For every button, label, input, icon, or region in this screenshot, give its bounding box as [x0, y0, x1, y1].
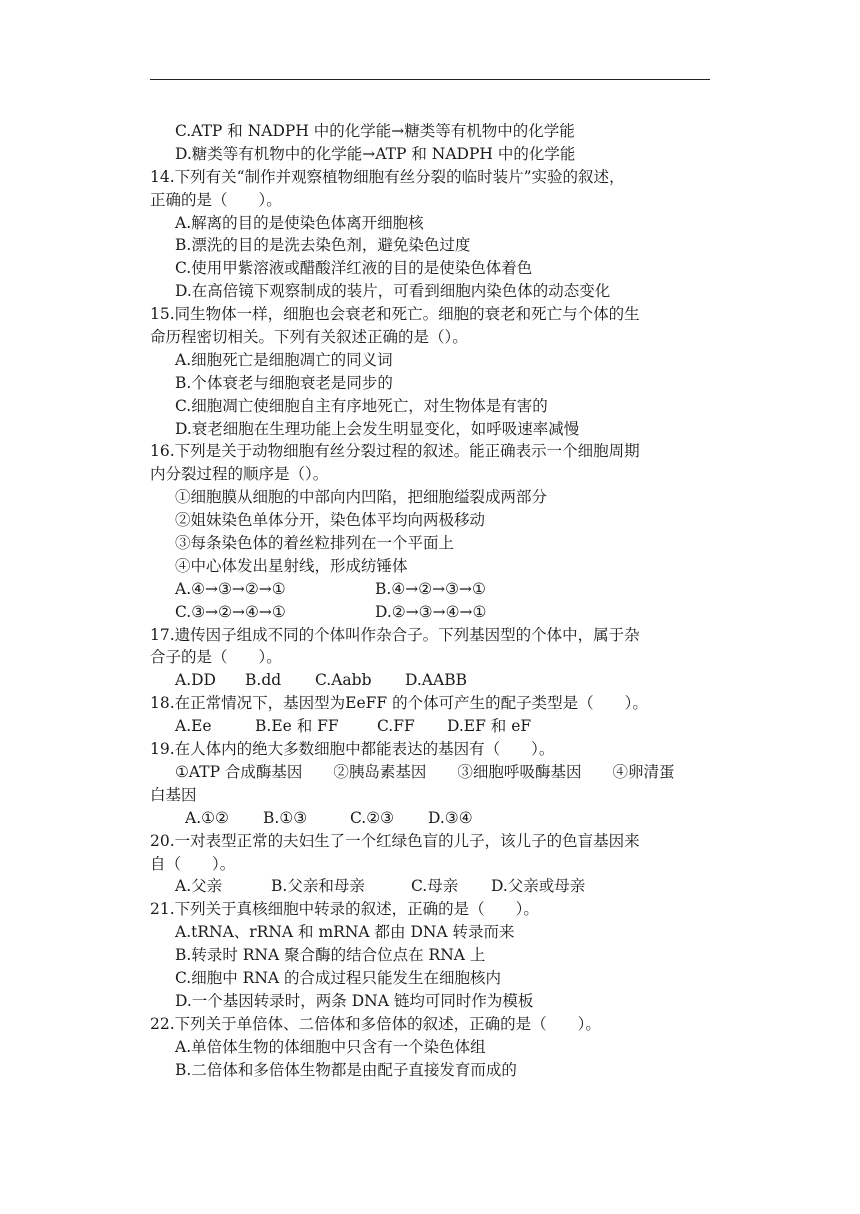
- q17-options-row: [175, 669, 715, 692]
- q15-stem-line-2: 命历程密切相关。下列有关叙述正确的是（）。: [150, 328, 468, 347]
- q19-items-line: ①ATP 合成酶基因 ②胰岛素基因 ③细胞呼吸酶基因 ④卵清蛋: [175, 762, 675, 781]
- q20-stem-line-2: 自（ ）。: [150, 854, 236, 873]
- q14-option-d: D.在高倍镜下观察制成的装片，可看到细胞内染色体的动态变化: [175, 282, 611, 301]
- exam-page-content: [150, 120, 715, 1081]
- q21-option-d: D.一个基因转录时，两条 DNA 链均可同时作为模板: [175, 991, 534, 1010]
- q16-item-3: ③每条染色体的着丝粒排列在一个平面上: [175, 534, 455, 553]
- q20-option-c: C.母亲: [411, 877, 459, 896]
- q13-option-d: D.糖类等有机物中的化学能→ATP 和 NADPH 中的化学能: [175, 144, 576, 163]
- q18-option-b: B.Ee 和 FF: [255, 717, 339, 736]
- q21-option-c: C.细胞中 RNA 的合成过程只能发生在细胞核内: [175, 968, 502, 987]
- q22-option-a: A.单倍体生物的体细胞中只含有一个染色体组: [175, 1037, 486, 1056]
- header-rule: [150, 79, 710, 80]
- q16-item-1: ①细胞膜从细胞的中部向内凹陷，把细胞缢裂成两部分: [175, 488, 548, 507]
- q18-option-a: A.Ee: [175, 717, 212, 736]
- q14-stem-line-1: 14.下列有关“制作并观察植物细胞有丝分裂的临时装片”实验的叙述，: [150, 167, 625, 186]
- q20-options-row: [175, 875, 715, 898]
- q21-option-b: B.转录时 RNA 聚合酶的结合位点在 RNA 上: [175, 946, 486, 965]
- q14-option-a: A.解离的目的是使染色体离开细胞核: [175, 213, 424, 232]
- q17-stem-line-1: 17.遗传因子组成不同的个体叫作杂合子。下列基因型的个体中，属于杂: [150, 625, 640, 644]
- q15-option-a: A.细胞死亡是细胞凋亡的同义词: [175, 350, 393, 369]
- q18-stem-line-1: 18.在正常情况下，基因型为EeFF 的个体可产生的配子类型是（ ）。: [150, 694, 648, 713]
- q17-option-b: B.dd: [245, 671, 282, 690]
- q17-stem-line-2: 合子的是（ ）。: [150, 648, 282, 667]
- q16-option-a: A.④→③→②→①: [175, 579, 286, 598]
- q16-option-d: D.②→③→④→①: [375, 602, 487, 621]
- q19-option-a: A.①②: [185, 808, 229, 827]
- q16-item-2: ②姐妹染色单体分开，染色体平均向两极移动: [175, 511, 486, 530]
- q15-option-d: D.衰老细胞在生理功能上会发生明显变化，如呼吸速率减慢: [175, 419, 580, 438]
- q19-options-row: [175, 807, 715, 830]
- q16-options-row-2: [175, 601, 715, 624]
- q15-option-b: B.个体衰老与细胞衰老是同步的: [175, 373, 393, 392]
- q16-stem-line-2: 内分裂过程的顺序是（）。: [150, 465, 329, 484]
- q13-option-c: C.ATP 和 NADPH 中的化学能→糖类等有机物中的化学能: [175, 122, 575, 140]
- q16-stem-line-1: 16.下列是关于动物细胞有丝分裂过程的叙述。能正确表示一个细胞周期: [150, 442, 640, 461]
- q20-stem-line-1: 20.一对表型正常的夫妇生了一个红绿色盲的儿子，该儿子的色盲基因来: [150, 831, 640, 850]
- q16-option-b: B.④→②→③→①: [375, 579, 486, 598]
- q21-option-a: A.tRNA、rRNA 和 mRNA 都由 DNA 转录而来: [175, 923, 515, 942]
- q19-option-b: B.①③: [263, 808, 308, 827]
- q14-stem-line-2: 正确的是（ ）。: [150, 190, 282, 209]
- q19-items-wrap: 白基因: [150, 785, 197, 804]
- q20-option-a: A.父亲: [175, 877, 223, 896]
- q17-option-c: C.Aabb: [315, 671, 372, 690]
- q22-stem-line-1: 22.下列关于单倍体、二倍体和多倍体的叙述，正确的是（ ）。: [150, 1014, 601, 1033]
- q15-stem-line-1: 15.同生物体一样，细胞也会衰老和死亡。细胞的衰老和死亡与个体的生: [150, 305, 640, 324]
- q16-option-c: C.③→②→④→①: [175, 602, 286, 621]
- q14-option-b: B.漂洗的目的是洗去染色剂，避免染色过度: [175, 236, 471, 255]
- q21-stem-line-1: 21.下列关于真核细胞中转录的叙述，正确的是（ ）。: [150, 900, 539, 919]
- q19-option-d: D.③④: [428, 808, 473, 827]
- q20-option-b: B.父亲和母亲: [271, 877, 365, 896]
- q19-stem-line-1: 19.在人体内的绝大多数细胞中都能表达的基因有（ ）。: [150, 740, 555, 759]
- q16-options-row-1: [175, 578, 715, 601]
- q14-option-c: C.使用甲紫溶液或醋酸洋红液的目的是使染色体着色: [175, 259, 533, 278]
- q19-option-c: C.②③: [350, 808, 395, 827]
- q20-option-d: D.父亲或母亲: [491, 877, 586, 896]
- q18-options-row: [175, 715, 715, 738]
- q17-option-d: D.AABB: [405, 671, 467, 690]
- q15-option-c: C.细胞凋亡使细胞自主有序地死亡，对生物体是有害的: [175, 396, 548, 415]
- q22-option-b: B.二倍体和多倍体生物都是由配子直接发育而成的: [175, 1060, 517, 1079]
- q18-option-c: C.FF: [377, 717, 415, 736]
- q18-option-d: D.EF 和 eF: [447, 717, 532, 736]
- q17-option-a: A.DD: [175, 671, 216, 690]
- q16-item-4: ④中心体发出星射线，形成纺锤体: [175, 556, 408, 575]
